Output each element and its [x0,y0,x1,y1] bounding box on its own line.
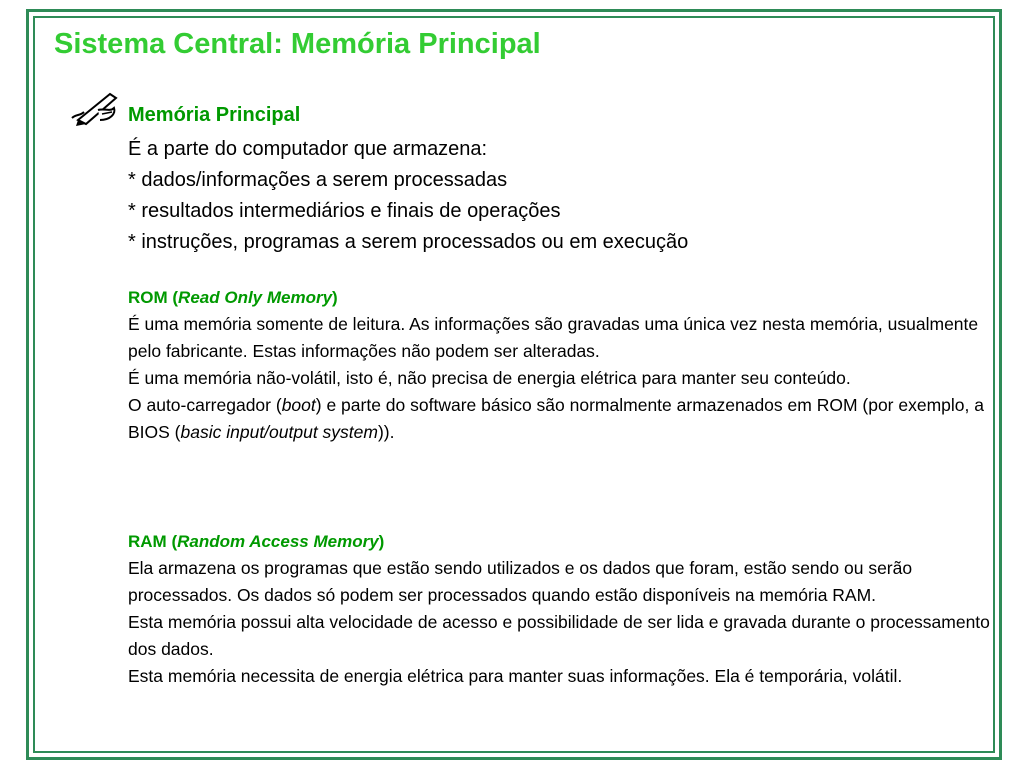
rom-p3-text-b: ) e parte do software básico são normalmente armazenados em ROM (por exemplo, a BIOS ( [128,395,984,442]
rom-heading [128,284,998,311]
rom-paragraph-1: É uma memória somente de leitura. As informações são gravadas uma única vez nesta memória, usualmente pelo fabricante. Estas informações não podem ser alteradas. [128,314,979,361]
ram-paragraph-1: Ela armazena os programas que estão sendo utilizados e os dados que foram, estão sendo ou serão processados. Os dados só podem ser processados quando estão disponíveis na memória RAM. [128,558,913,605]
ram-heading [128,528,998,555]
ram-heading-suffix: ) [378,532,385,551]
writing-hand-icon [70,88,120,128]
slide-title: Sistema Central: Memória Principal [54,28,541,60]
list-item: * dados/informações a serem processadas [128,169,508,191]
rom-paragraph-2: É uma memória não-volátil, isto é, não precisa de energia elétrica para manter seu conteúdo. [128,368,851,388]
rom-p3-text-a: O auto-carregador ( [128,395,282,415]
rom-paragraph-3 [128,392,998,446]
rom-section [128,284,998,446]
ram-section [128,528,998,690]
rom-p3-text-c: )). [377,422,395,442]
rom-heading-prefix: ROM ( [128,288,179,307]
rom-p3-bios: basic input/output system [180,422,378,442]
ram-paragraph-2: Esta memória possui alta velocidade de acesso e possibilidade de ser lida e gravada durante o processamento dos dados. [128,612,990,659]
ram-heading-prefix: RAM ( [128,532,178,551]
list-item: É a parte do computador que armazena: [128,138,488,160]
ram-heading-italic: Random Access Memory [177,532,379,551]
main-memory-heading: Memória Principal [128,104,301,126]
rom-heading-italic: Read Only Memory [178,288,333,307]
list-item: * resultados intermediários e finais de operações [128,200,561,222]
rom-p3-boot: boot [281,395,316,415]
rom-heading-suffix: ) [332,288,338,307]
main-memory-list [128,134,688,258]
list-item: * instruções, programas a serem processados ou em execução [128,231,689,253]
ram-paragraph-3: Esta memória necessita de energia elétrica para manter suas informações. Ela é temporária, volátil. [128,666,903,686]
